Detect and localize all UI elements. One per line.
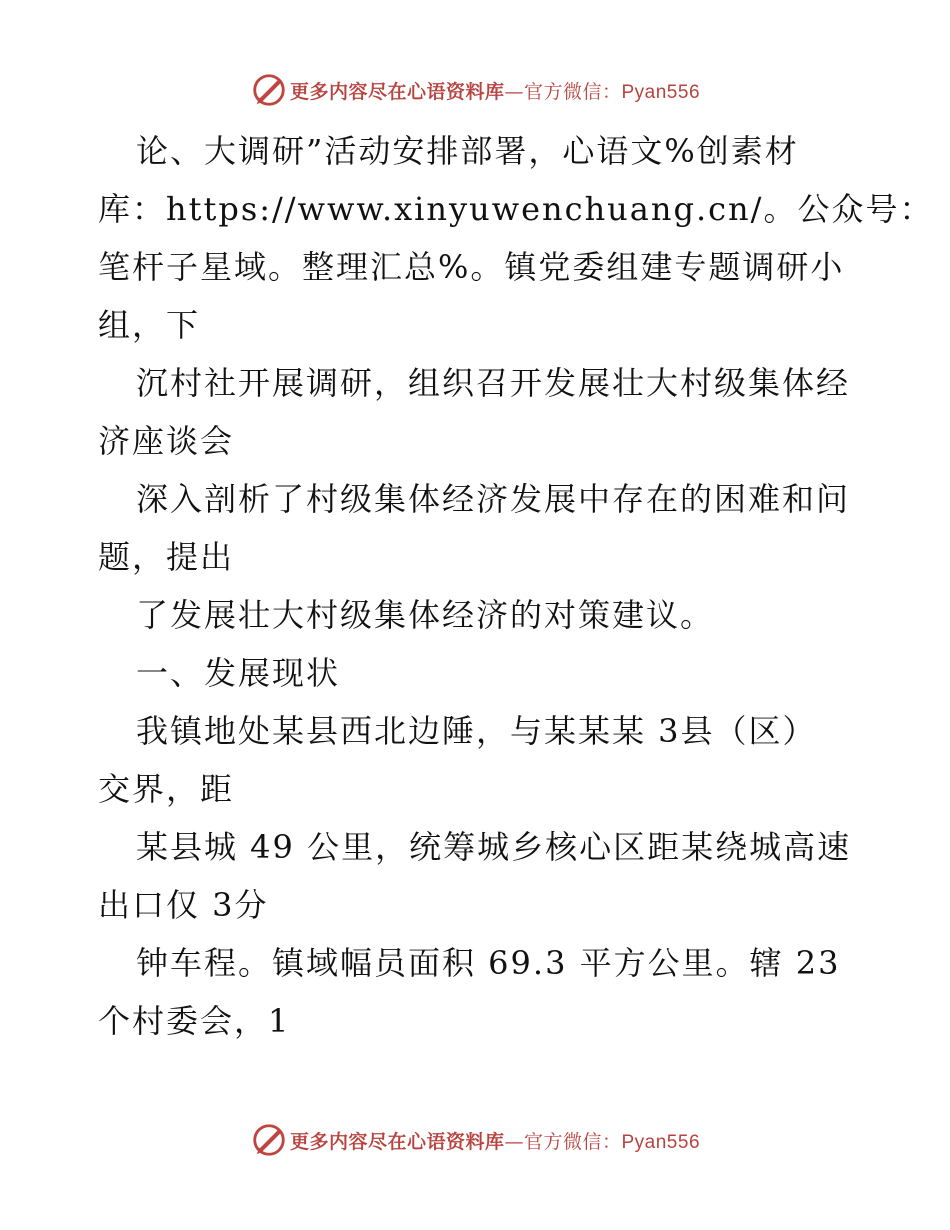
banner-handle: Pyan556 — [621, 1131, 701, 1153]
banner-text — [290, 77, 700, 104]
body-line: 了发展壮大村级集体经济的对策建议。 — [136, 596, 715, 634]
pen-logo-icon — [250, 71, 288, 109]
body-line: 钟车程。镇域幅员面积 69.3 平方公里。辖 23 — [136, 944, 841, 982]
body-line: 题，提出 — [98, 538, 235, 576]
body-line: 深入剖析了村级集体经济发展中存在的困难和问 — [136, 480, 851, 518]
body-line: 交界，距 — [98, 770, 235, 808]
body-line: 济座谈会 — [98, 422, 235, 460]
body-line: 库：https://www.xinyuwenchuang.cn/。公众号： — [98, 190, 934, 228]
pen-logo-icon — [250, 1121, 288, 1159]
section-heading: 一、发展现状 — [136, 654, 341, 692]
body-line: 笔杆子星域。整理汇总%。镇党委组建专题调研小 — [98, 248, 845, 286]
body-line: 我镇地处某县西北边陲，与某某某 3县（区） — [136, 712, 817, 750]
body-line: 个村委会，1 — [98, 1002, 291, 1040]
body-line: 某县城 49 公里，统筹城乡核心区距某绕城高速 — [136, 828, 852, 866]
banner-main-text: 更多内容尽在心语资料库 — [289, 1130, 505, 1153]
footer-banner — [0, 1120, 950, 1160]
banner-wechat-label: 官方微信： — [523, 1130, 622, 1153]
banner-handle: Pyan556 — [621, 81, 701, 103]
header-banner — [0, 70, 950, 110]
banner-main-text: 更多内容尽在心语资料库 — [289, 80, 505, 103]
banner-dash: — — [504, 80, 524, 103]
banner-text — [290, 1127, 700, 1154]
body-line: 出口仅 3分 — [98, 886, 269, 924]
body-line: 沉村社开展调研，组织召开发展壮大村级集体经 — [136, 364, 851, 402]
body-line: 论、大调研”活动安排部署，心语文%创素材 — [136, 132, 799, 170]
body-line: 组，下 — [98, 306, 201, 344]
banner-dash: — — [504, 1130, 524, 1153]
banner-wechat-label: 官方微信： — [523, 80, 622, 103]
